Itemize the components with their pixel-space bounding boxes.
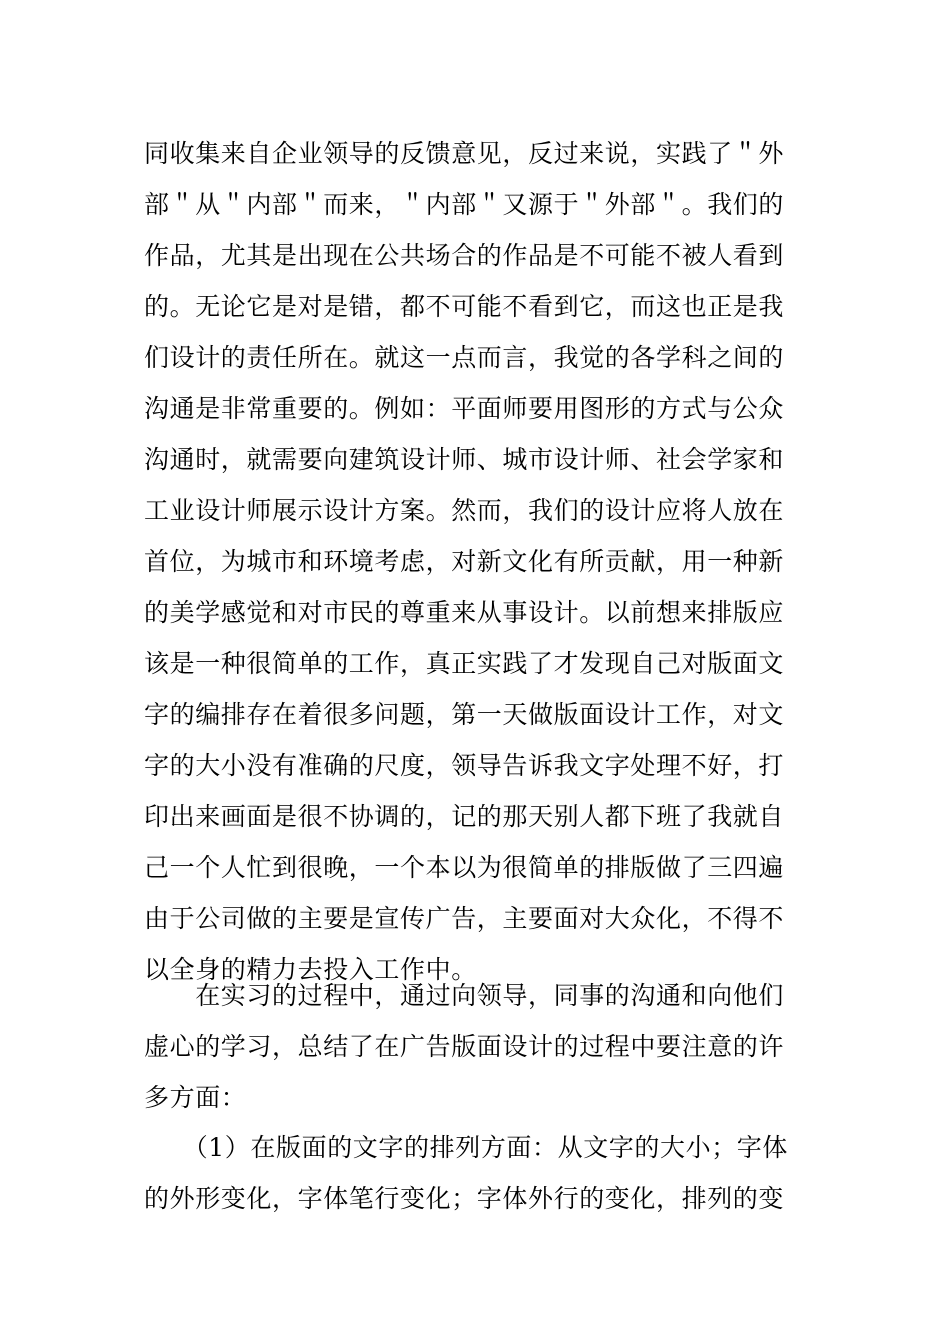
text-line: 字的编排存在着很多问题，第一天做版面设计工作，对文 [144,700,785,729]
text-line: 首位，为城市和环境考虑，对新文化有所贡献，用一种新 [144,547,785,576]
text-line: 同收集来自企业领导的反馈意见，反过来说，实践了＂外 [144,139,785,168]
text-line: 的外形变化，字体笔行变化；字体外行的变化，排列的变 [144,1184,785,1213]
paragraph-internship-summary [144,970,824,1123]
text-line: 的美学感觉和对市民的尊重来从事设计。以前想来排版应 [144,598,785,627]
paragraph-list-item-1 [144,1122,824,1224]
text-line: 在实习的过程中，通过向领导，同事的沟通和向他们 [144,981,785,1010]
text-line: 部＂从＂内部＂而来，＂内部＂又源于＂外部＂。我们的 [144,190,785,219]
text-line: 多方面： [144,1083,247,1112]
text-line: 由于公司做的主要是宣传广告，主要面对大众化，不得不 [144,904,785,933]
text-line: 该是一种很简单的工作，真正实践了才发现自己对版面文 [144,649,785,678]
text-line: 沟通是非常重要的。例如：平面师要用图形的方式与公众 [144,394,785,423]
text-line: 的。无论它是对是错，都不可能不看到它，而这也正是我 [144,292,785,321]
text-line: （1）在版面的文字的排列方面：从文字的大小；字体 [144,1133,789,1162]
text-line: 作品，尤其是出现在公共场合的作品是不可能不被人看到 [144,241,785,270]
text-line: 沟通时，就需要向建筑设计师、城市设计师、社会学家和 [144,445,785,474]
text-line: 字的大小没有准确的尺度，领导告诉我文字处理不好，打 [144,751,785,780]
text-line: 印出来画面是很不协调的，记的那天别人都下班了我就自 [144,802,785,831]
text-line: 以全身的精力去投入工作中。 [144,955,477,984]
text-line: 虚心的学习，总结了在广告版面设计的过程中要注意的许 [144,1032,785,1061]
text-line: 工业设计师展示设计方案。然而，我们的设计应将人放在 [144,496,785,525]
text-line: 们设计的责任所在。就这一点而言，我觉的各学科之间的 [144,343,785,372]
text-line: 己一个人忙到很晚，一个本以为很简单的排版做了三四遍 [144,853,785,882]
paragraph-feedback-and-layout-work [144,128,824,995]
